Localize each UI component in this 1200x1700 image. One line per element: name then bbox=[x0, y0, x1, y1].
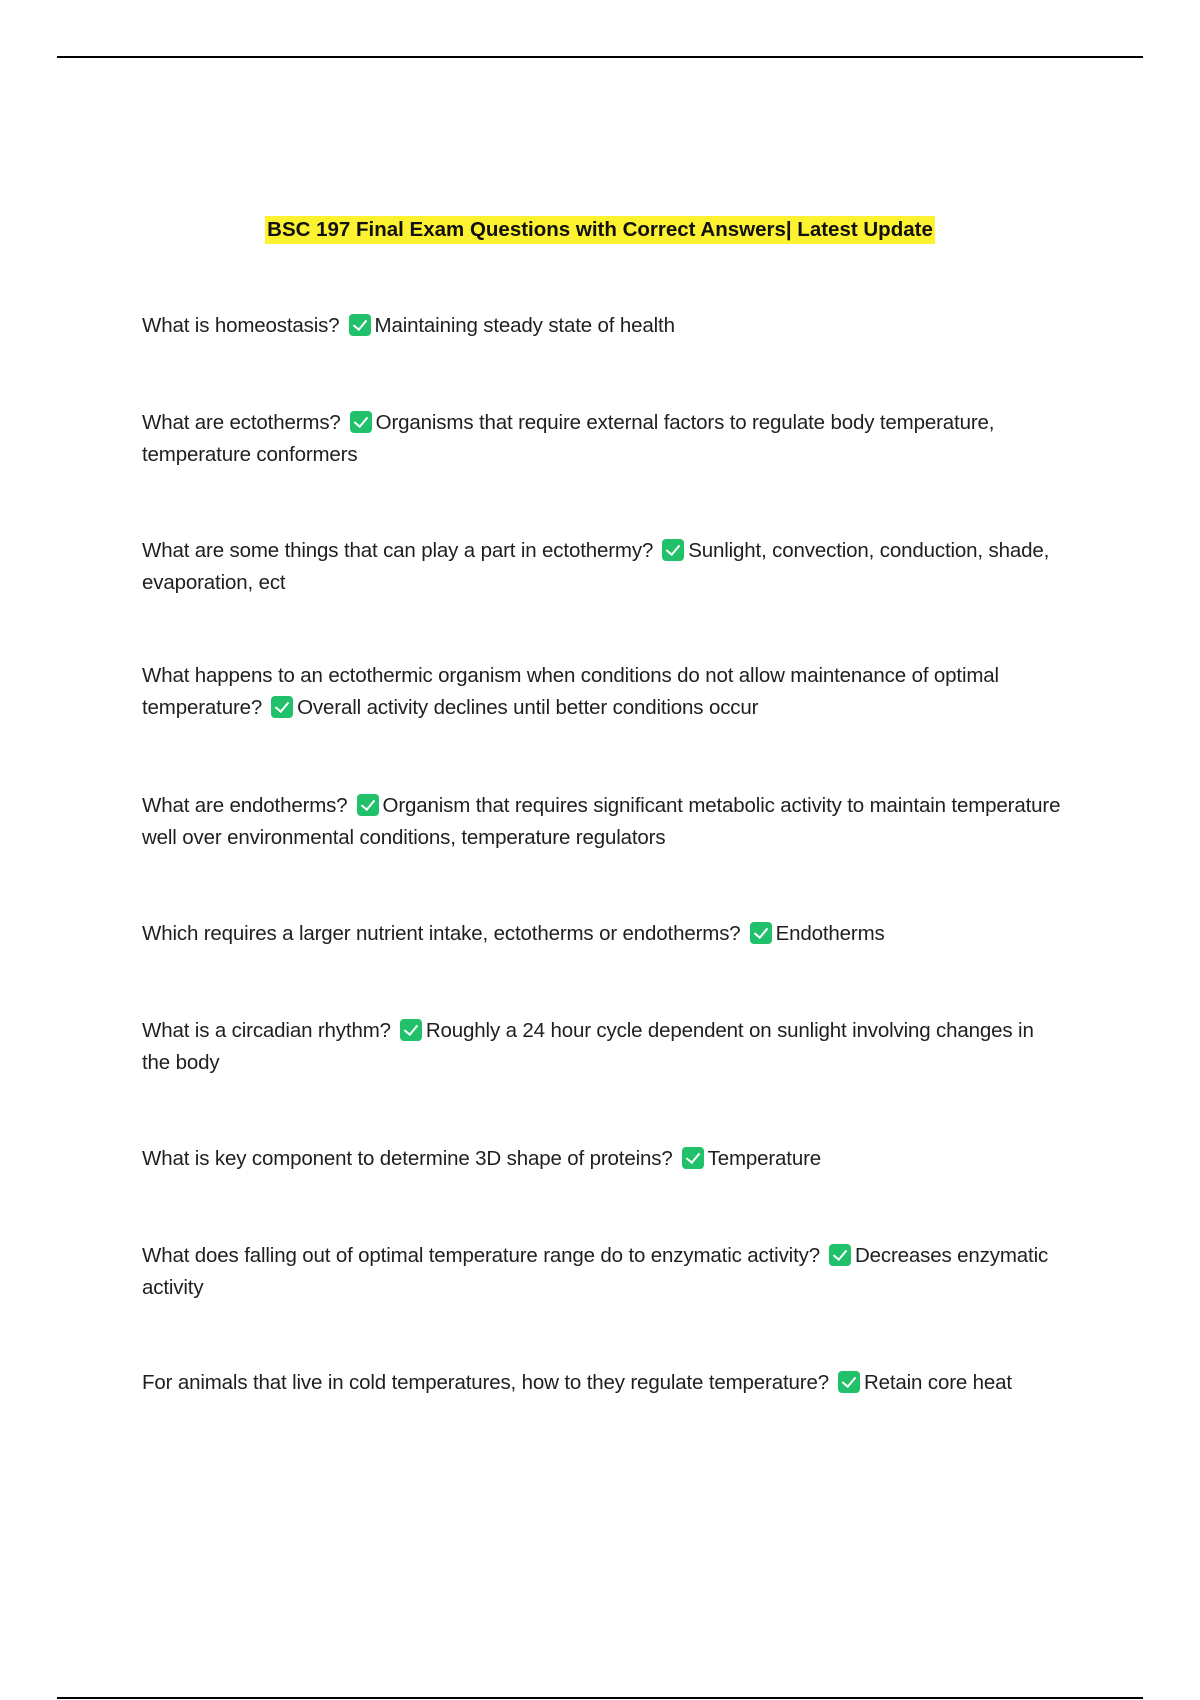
check-icon bbox=[682, 1147, 704, 1169]
answer-text: Sunlight, convection, conduction, shade, evaporation, ect bbox=[142, 539, 1050, 594]
check-icon bbox=[400, 1019, 422, 1041]
question-text: For animals that live in cold temperatures, how to they regulate temperature? bbox=[142, 1371, 829, 1394]
question-text: What happens to an ectothermic organism when conditions do not allow maintenance of optimal temperature? bbox=[142, 664, 999, 719]
question-text: What are ectotherms? bbox=[142, 411, 341, 434]
question-text: What does falling out of optimal temperature range do to enzymatic activity? bbox=[142, 1244, 820, 1267]
answer-text: Decreases enzymatic activity bbox=[142, 1244, 1049, 1299]
answer-text: Organisms that require external factors to regulate body temperature, temperature conformers bbox=[142, 411, 995, 466]
question-text: What are some things that can play a part in ectothermy? bbox=[142, 539, 654, 562]
question-text: What is key component to determine 3D shape of proteins? bbox=[142, 1147, 673, 1170]
question-text: What is a circadian rhythm? bbox=[142, 1019, 391, 1042]
answer-text: Roughly a 24 hour cycle dependent on sunlight involving changes in the body bbox=[142, 1019, 1034, 1074]
check-icon bbox=[271, 696, 293, 718]
answer-text: Organism that requires significant metabolic activity to maintain temperature well over environmental conditions, temperature regulators bbox=[142, 794, 1061, 849]
qa-item bbox=[142, 790, 1062, 854]
answer-text: Overall activity declines until better conditions occur bbox=[297, 696, 759, 719]
check-icon bbox=[349, 314, 371, 336]
qa-item bbox=[142, 407, 1062, 471]
title-container bbox=[0, 216, 1200, 244]
qa-item bbox=[142, 660, 1062, 724]
qa-item bbox=[142, 1240, 1062, 1304]
answer-text: Maintaining steady state of health bbox=[374, 314, 675, 337]
answer-text: Retain core heat bbox=[863, 1371, 1012, 1394]
check-icon bbox=[838, 1371, 860, 1393]
question-text: Which requires a larger nutrient intake, ectotherms or endotherms? bbox=[142, 922, 741, 945]
check-icon bbox=[350, 411, 372, 433]
qa-item bbox=[142, 918, 1062, 950]
qa-item bbox=[142, 535, 1062, 599]
document-title: BSC 197 Final Exam Questions with Correct Answers| Latest Update bbox=[265, 216, 935, 244]
question-text: What are endotherms? bbox=[142, 794, 348, 817]
check-icon bbox=[357, 794, 379, 816]
qa-item bbox=[142, 1015, 1062, 1079]
qa-item bbox=[142, 1143, 1062, 1175]
check-icon bbox=[829, 1244, 851, 1266]
header-rule bbox=[57, 56, 1143, 58]
answer-text: Endotherms bbox=[775, 922, 885, 945]
qa-item bbox=[142, 310, 1062, 342]
qa-item bbox=[142, 1367, 1062, 1399]
check-icon bbox=[662, 539, 684, 561]
check-icon bbox=[750, 922, 772, 944]
question-text: What is homeostasis? bbox=[142, 314, 340, 337]
footer-rule bbox=[57, 1697, 1143, 1699]
answer-text: Temperature bbox=[707, 1147, 822, 1170]
